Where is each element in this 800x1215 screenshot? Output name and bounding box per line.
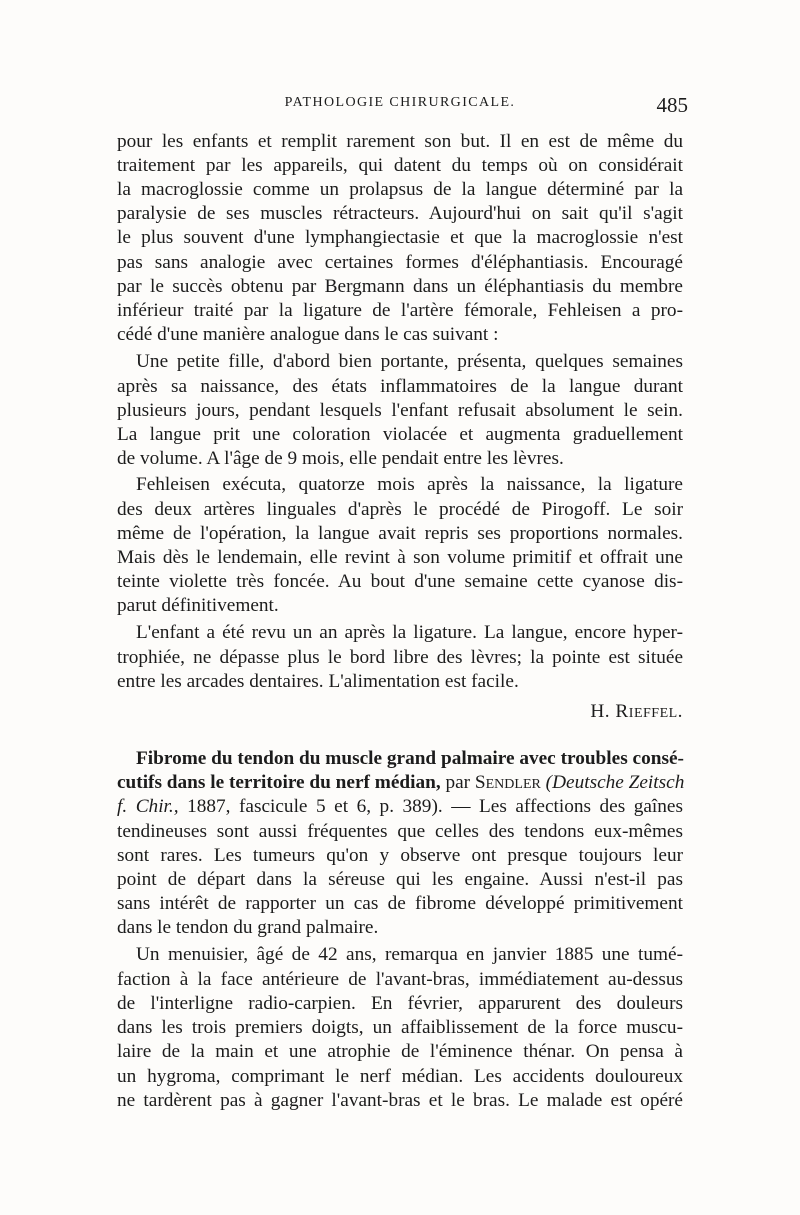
text-line: pour les enfants et remplit rarement son but. Il en est de même du xyxy=(117,131,683,152)
journal-title: (Deutsche Zeitsch xyxy=(545,772,685,793)
journal-title-end: f. Chir., xyxy=(117,796,179,817)
text-line: après sa naissance, des états inflammatoires de la langue durant xyxy=(117,376,683,397)
text-line: cédé d'une manière analogue dans le cas suivant : xyxy=(117,324,499,345)
text-line: laire de la main et une atrophie de l'éminence thénar. On pensa à xyxy=(117,1041,683,1062)
article-title-line xyxy=(117,771,683,795)
text-line: par le succès obtenu par Bergmann dans un éléphantiasis du membre xyxy=(117,276,683,297)
article-author: Sendler xyxy=(474,772,541,793)
running-header: PATHOLOGIE CHIRURGICALE. xyxy=(284,95,516,110)
text-line: dans les trois premiers doigts, un affaiblissement de la force muscu- xyxy=(117,1017,683,1038)
text-line: traitement par les appareils, qui datent du temps où on considérait xyxy=(117,155,683,176)
text-line: La langue prit une coloration violacée et augmenta graduellement xyxy=(117,424,683,445)
text-line: un hygroma, comprimant le nerf médian. Les accidents douloureux xyxy=(117,1066,683,1087)
signature-initial: H. xyxy=(590,701,616,722)
text-line: faction à la face antérieure de l'avant-bras, immédiatement au-dessus xyxy=(117,969,683,990)
text-line: la macroglossie comme un prolapsus de la langue déterminé par la xyxy=(117,179,683,200)
text-line: même de l'opération, la langue avait repris ses proportions normales. xyxy=(117,523,683,544)
text-line: inférieur traité par la ligature de l'artère fémorale, Fehleisen a pro- xyxy=(117,300,683,321)
text-line: Une petite fille, d'abord bien portante, présenta, quelques semaines xyxy=(136,351,683,372)
page-number: 485 xyxy=(656,93,688,117)
citation-details: 1887, fascicule 5 et 6, p. 389). — Les affections des gaînes xyxy=(178,796,683,817)
text-line: sont rares. Les tumeurs qu'on y observe ont presque toujours leur xyxy=(117,845,683,866)
article-title-line: Fibrome du tendon du muscle grand palmaire avec troubles consé- xyxy=(136,748,684,769)
author-signature xyxy=(590,700,683,724)
text-line: Un menuisier, âgé de 42 ans, remarqua en janvier 1885 une tumé- xyxy=(136,944,683,965)
text-line: pas sans analogie avec certaines formes d'éléphantiasis. Encouragé xyxy=(117,252,683,273)
text-line: teinte violette très foncée. Au bout d'une semaine cette cyanose dis- xyxy=(117,571,683,592)
article-title-part: cutifs dans le territoire du nerf médian, xyxy=(117,772,441,793)
text-line: tendineuses sont aussi fréquentes que celles des tendons eux-mêmes xyxy=(117,821,683,842)
text-line: dans le tendon du grand palmaire. xyxy=(117,917,379,938)
by-word: par xyxy=(440,772,475,793)
text-line: de l'interligne radio-carpien. En février, apparurent des douleurs xyxy=(117,993,683,1014)
signature-name: Rieffel. xyxy=(615,701,683,722)
text-line: parut définitivement. xyxy=(117,595,279,616)
text-line: trophiée, ne dépasse plus le bord libre des lèvres; la pointe est située xyxy=(117,647,683,668)
text-line: paralysie de ses muscles rétracteurs. Aujourd'hui on sait qu'il s'agit xyxy=(117,203,683,224)
text-line: L'enfant a été revu un an après la ligature. La langue, encore hyper- xyxy=(136,622,683,643)
text-line: des deux artères linguales d'après le procédé de Pirogoff. Le soir xyxy=(117,499,683,520)
text-line: sans intérêt de rapporter un cas de fibrome développé primitivement xyxy=(117,893,683,914)
text-line: plusieurs jours, pendant lesquels l'enfant refusait absolument le sein. xyxy=(117,400,683,421)
text-line: Fehleisen exécuta, quatorze mois après la naissance, la ligature xyxy=(136,474,683,495)
text-line: de volume. A l'âge de 9 mois, elle pendait entre les lèvres. xyxy=(117,448,564,469)
text-line: point de départ dans la séreuse qui les engaine. Aussi n'est-il pas xyxy=(117,869,683,890)
text-line: le plus souvent d'une lymphangiectasie et que la macroglossie n'est xyxy=(117,227,683,248)
text-line: Mais dès le lendemain, elle revint à son volume primitif et offrait une xyxy=(117,547,683,568)
citation-line xyxy=(117,795,683,819)
text-line: ne tardèrent pas à gagner l'avant-bras et le bras. Le malade est opéré xyxy=(117,1090,683,1111)
text-line: entre les arcades dentaires. L'alimentation est facile. xyxy=(117,671,519,692)
